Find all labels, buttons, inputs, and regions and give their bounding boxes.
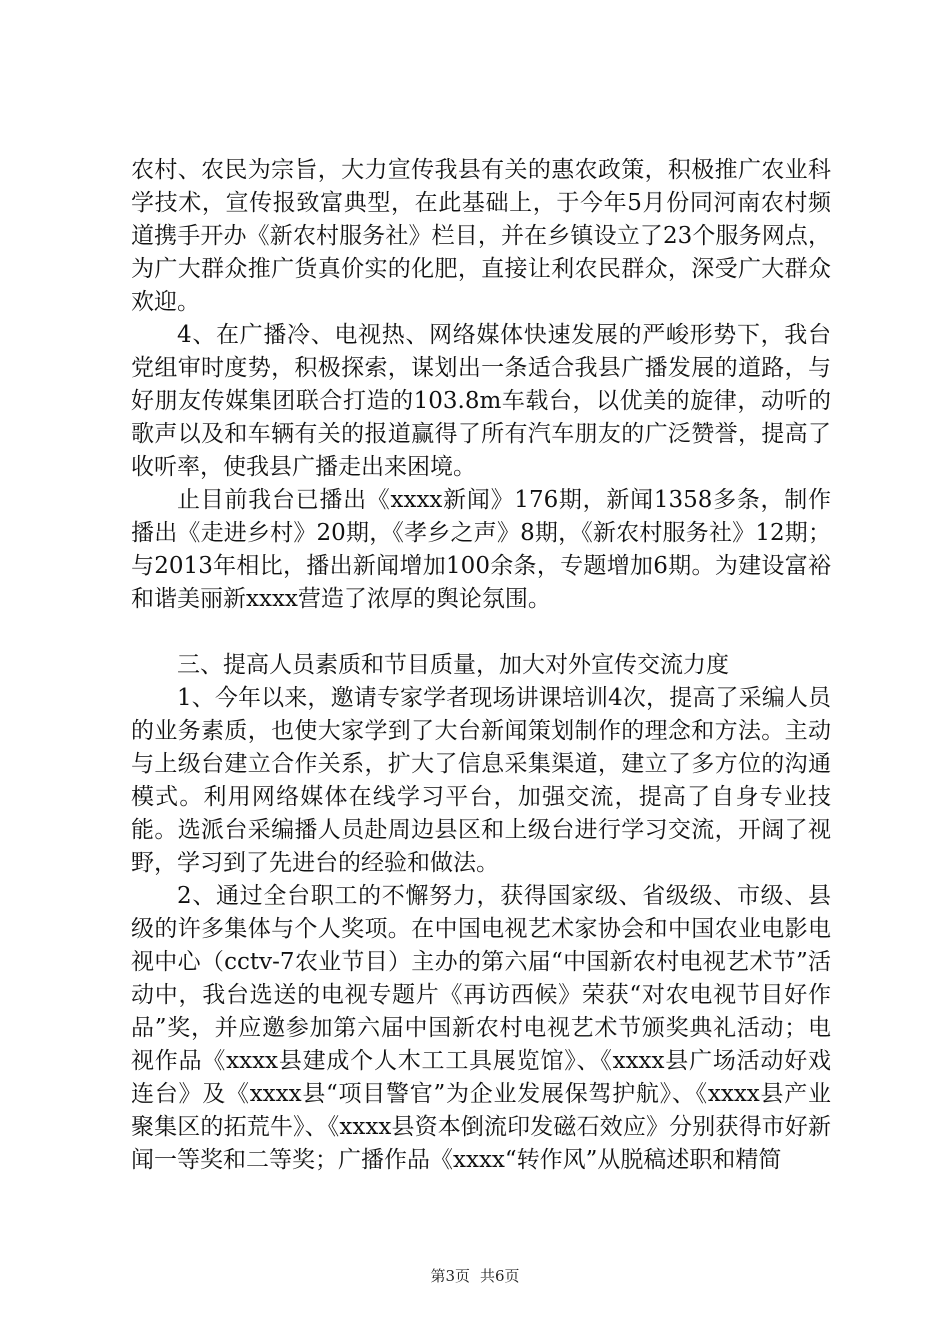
document-body bbox=[131, 154, 831, 1177]
page-total: 共6页 bbox=[480, 1267, 520, 1285]
paragraph-summary: 止目前我台已播出《xxxx新闻》176期，新闻1358多条，制作播出《走进乡村》20期，《孝乡之声》8期，《新农村服务社》12期；与2013年相比，播出新闻增加100余条，专题增加6期。为建设富裕和谐美丽新xxxx营造了浓厚的舆论氛围。 bbox=[131, 487, 831, 612]
paragraph-item-2: 2、通过全台职工的不懈努力，获得国家级、省级级、市级、县级的许多集体与个人奖项。在中国电视艺术家协会和中国农业电影电视中心（cctv-7农业节目）主办的第六届“中国新农村电视艺术节”活动中，我台选送的电视专题片《再访西候》荣获“对农电视节目好作品”奖，并应邀参加第六届中国新农村电视艺术节颁奖典礼活动；电视作品《xxxx县建成个人木工工具展览馆》、《xxxx县广场活动好戏连台》及《xxxx县“项目警官”为企业发展保驾护航》、《xxxx县产业聚集区的拓荒牛》、《xxxx县资本倒流印发磁石效应》分别获得市好新闻一等奖和二等奖；广播作品《xxxx“转作风”从脱稿述职和精简 bbox=[131, 883, 831, 1173]
page-number: 第3页 bbox=[430, 1267, 470, 1285]
paragraph-continuation: 农村、农民为宗旨，大力宣传我县有关的惠农政策，积极推广农业科学技术，宣传报致富典型，在此基础上，于今年5月份同河南农村频道携手开办《新农村服务社》栏目，并在乡镇设立了23个服务网点，为广大群众推广货真价实的化肥，直接让利农民群众，深受广大群众欢迎。 bbox=[131, 157, 831, 315]
section-heading: 三、提高人员素质和节目质量，加大对外宣传交流力度 bbox=[177, 652, 729, 678]
page-footer bbox=[0, 1265, 950, 1286]
paragraph-item-4: 4、在广播冷、电视热、网络媒体快速发展的严峻形势下，我台党组审时度势，积极探索，谋划出一条适合我县广播发展的道路，与好朋友传媒集团联合打造的103.8m车载台，以优美的旋律，动听的歌声以及和车辆有关的报道赢得了所有汽车朋友的广泛赞誉，提高了收听率，使我县广播走出来困境。 bbox=[131, 322, 831, 480]
paragraph-item-1: 1、今年以来，邀请专家学者现场讲课培训4次，提高了采编人员的业务素质，也使大家学到了大台新闻策划制作的理念和方法。主动与上级台建立合作关系，扩大了信息采集渠道，建立了多方位的沟通模式。利用网络媒体在线学习平台，加强交流，提高了自身专业技能。选派台采编播人员赴周边县区和上级台进行学习交流，开阔了视野，学习到了先进台的经验和做法。 bbox=[131, 685, 831, 876]
